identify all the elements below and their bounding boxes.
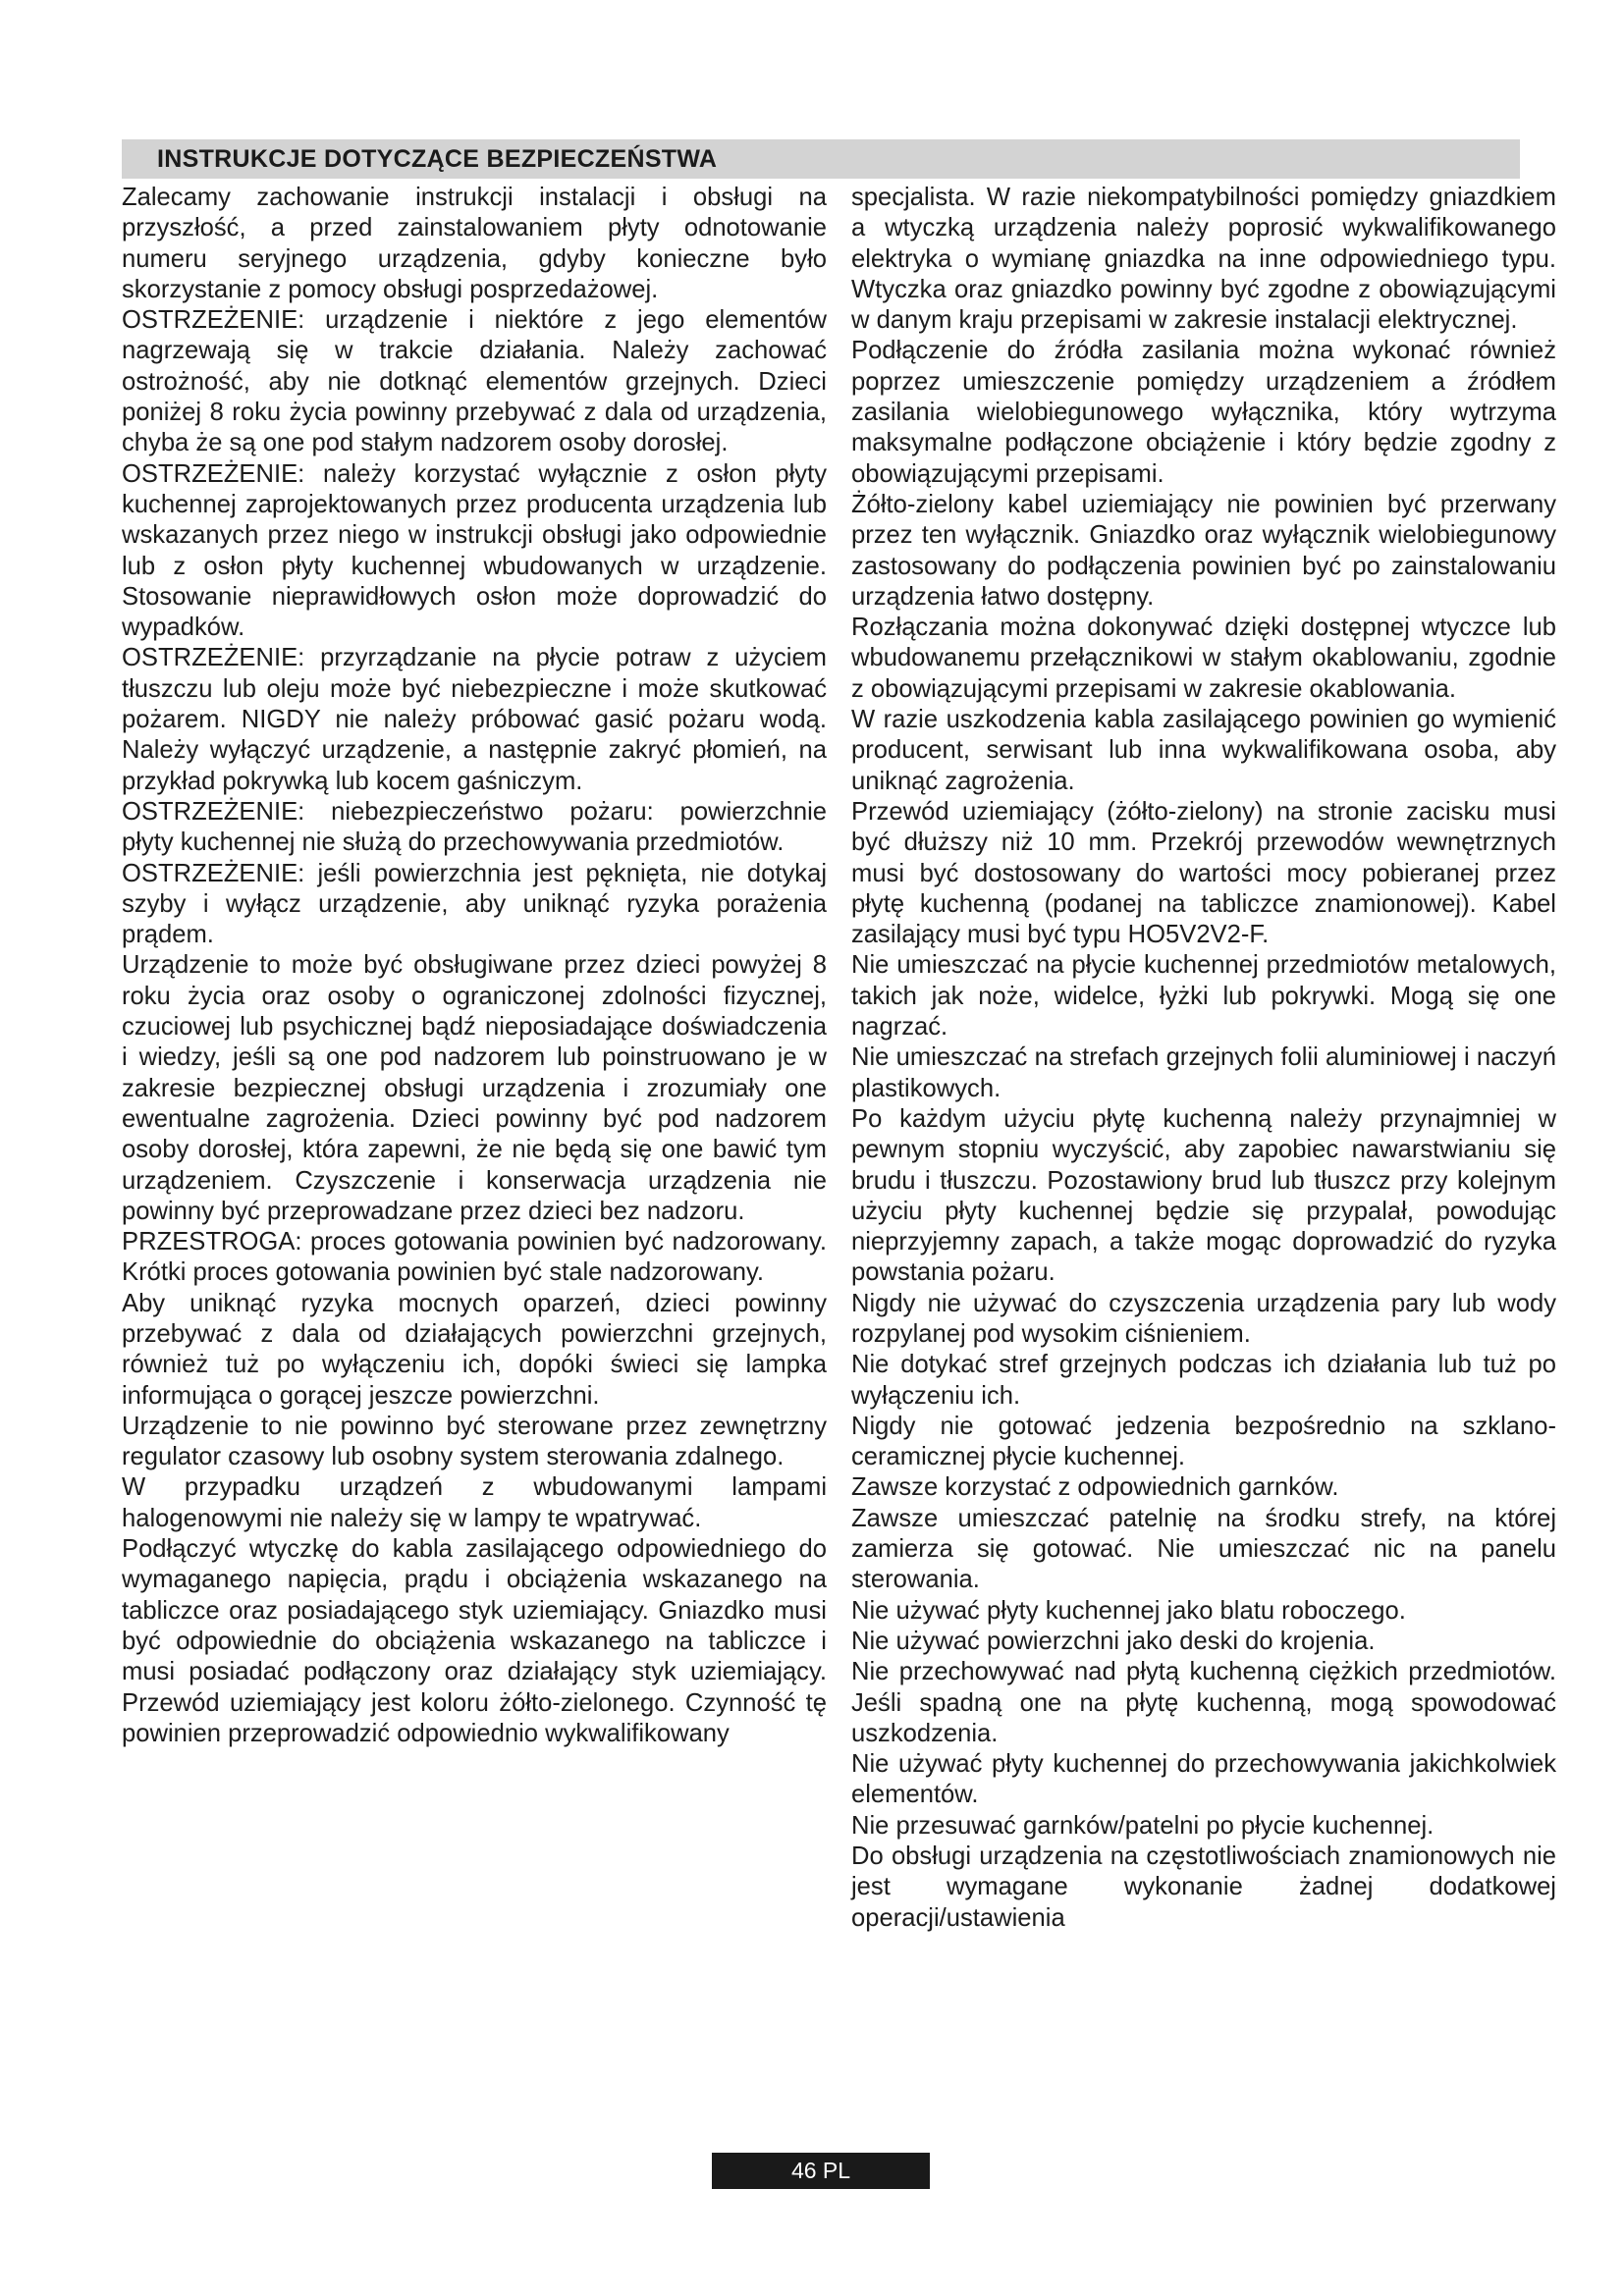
paragraph: OSTRZEŻENIE: należy korzystać wyłącznie z osłon płyty kuchennej zaprojektowanych przez producenta urządzenia lub wskazanych przez niego w instrukcji obsługi jako odpowiednie lub z osłon płyty kuchennej wbudowanych w urządzenie. Stosowanie nieprawidłowych osłon może doprowadzić do wypadków. — [122, 459, 827, 642]
left-text-column — [122, 183, 827, 1749]
paragraph: OSTRZEŻENIE: urządzenie i niektóre z jego elementów nagrzewają się w trakcie działania. Należy zachować ostrożność, aby nie dotknąć elementów grzejnych. Dzieci poniżej 8 roku życia powinny przebywać z dala od urządzenia, chyba że są one pod stałym nadzorem osoby dorosłej. — [122, 306, 827, 457]
paragraph: Urządzenie to może być obsługiwane przez dzieci powyżej 8 roku życia oraz osoby o ograniczonej zdolności fizycznej, czuciowej lub psychicznej bądź nieposiadające doświadczenia i wiedzy, jeśli są one pod nadzorem lub poinstruowano je w zakresie bezpiecznej obsługi urządzenia i zrozumiały one ewentualne zagrożenia. Dzieci powinny być pod nadzorem osoby dorosłej, która zapewni, że nie będą się one bawić tym urządzeniem. Czyszczenie i konserwacja urządzenia nie powinny być przeprowadzane przez dzieci bez nadzoru. — [122, 951, 827, 1225]
paragraph: Nie dotykać stref grzejnych podczas ich działania lub tuż po wyłączeniu ich. — [851, 1351, 1556, 1410]
paragraph: Zawsze korzystać z odpowiednich garnków. — [851, 1473, 1339, 1502]
paragraph: Nie umieszczać na płycie kuchennej przedmiotów metalowych, takich jak noże, widelce, łyżki lub pokrywki. Mogą się one nagrzać. — [851, 951, 1556, 1041]
paragraph: W razie uszkodzenia kabla zasilającego powinien go wymienić producent, serwisant lub inna wykwalifikowana osoba, aby uniknąć zagrożenia. — [851, 706, 1556, 795]
paragraph: Nie używać płyty kuchennej jako blatu roboczego. — [851, 1596, 1406, 1625]
section-header-bar — [122, 139, 1520, 179]
paragraph: Nie używać powierzchni jako deski do krojenia. — [851, 1627, 1376, 1655]
paragraph: Zalecamy zachowanie instrukcji instalacji i obsługi na przyszłość, a przed zainstalowaniem płyty odnotowanie numeru seryjnego urządzenia, gdyby konieczne było skorzystanie z pomocy obsługi posprzedażowej. — [122, 184, 827, 303]
paragraph: OSTRZEŻENIE: niebezpieczeństwo pożaru: powierzchnie płyty kuchennej nie służą do przechowywania przedmiotów. — [122, 797, 827, 857]
paragraph: W przypadku urządzeń z wbudowanymi lampami halogenowymi nie należy się w lampy te wpatrywać. — [122, 1473, 827, 1532]
paragraph: Nigdy nie gotować jedzenia bezpośrednio na szklano-ceramicznej płycie kuchennej. — [851, 1412, 1556, 1471]
paragraph: Przewód uziemiający (żółto-zielony) na stronie zacisku musi być dłuższy niż 10 mm. Przekrój przewodów wewnętrznych musi być dostosowany do wartości mocy pobieranej przez płytę kuchenną (podanej na tabliczce znamionowej). Kabel zasilający musi być typu HO5V2V2-F. — [851, 797, 1556, 949]
paragraph: Urządzenie to nie powinno być sterowane przez zewnętrzny regulator czasowy lub osobny system sterowania zdalnego. — [122, 1412, 827, 1471]
paragraph: Aby uniknąć ryzyka mocnych oparzeń, dzieci powinny przebywać z dala od działających powierzchni grzejnych, również tuż po wyłączeniu ich, dopóki świeci się lampka informująca o gorącej jeszcze powierzchni. — [122, 1289, 827, 1410]
paragraph: Do obsługi urządzenia na częstotliwościach znamionowych nie jest wymagane wykonanie żadnej dodatkowej operacji/ustawienia — [851, 1842, 1556, 1932]
right-text-column — [851, 183, 1556, 1934]
paragraph: Po każdym użyciu płytę kuchenną należy przynajmniej w pewnym stopniu wyczyścić, aby zapobiec nawarstwianiu się brudu i tłuszczu. Pozostawiony brud lub tłuszcz przy kolejnym użyciu płyty kuchennej będzie się przypalał, powodując nieprzyjemny zapach, a także mogąc doprowadzić do ryzyka powstania pożaru. — [851, 1104, 1556, 1287]
paragraph: Podłączenie do źródła zasilania można wykonać również poprzez umieszczenie pomiędzy urządzeniem a źródłem zasilania wielobiegunowego wyłącznika, który wytrzyma maksymalne podłączone obciążenie i który będzie zgodny z obowiązującymi przepisami. — [851, 337, 1556, 488]
page-number-badge — [712, 2153, 930, 2189]
paragraph: Nie przechowywać nad płytą kuchenną ciężkich przedmiotów. Jeśli spadną one na płytę kuchenną, mogą spowodować uszkodzenia. — [851, 1658, 1556, 1747]
paragraph: Zawsze umieszczać patelnię na środku strefy, na której zamierza się gotować. Nie umieszczać nic na panelu sterowania. — [851, 1504, 1556, 1594]
paragraph: Nie przesuwać garnków/patelni po płycie kuchennej. — [851, 1811, 1435, 1840]
paragraph: Rozłączania można dokonywać dzięki dostępnej wtyczce lub wbudowanemu przełącznikowi w stałym okablowaniu, zgodnie z obowiązującymi przepisami w zakresie okablowania. — [851, 614, 1556, 703]
paragraph: specjalista. W razie niekompatybilności pomiędzy gniazdkiem a wtyczką urządzenia należy poprosić wykwalifikowanego elektryka o wymianę gniazdka na inne odpowiedniego typu. Wtyczka oraz gniazdko powinny być zgodne z obowiązującymi w danym kraju przepisami w zakresie instalacji elektrycznej. — [851, 184, 1556, 335]
paragraph: Nie umieszczać na strefach grzejnych folii aluminiowej i naczyń plastikowych. — [851, 1043, 1556, 1102]
paragraph: OSTRZEŻENIE: przyrządzanie na płycie potraw z użyciem tłuszczu lub oleju może być niebezpieczne i może skutkować pożarem. NIGDY nie należy próbować gasić pożaru wodą. Należy wyłączyć urządzenie, a następnie zakryć płomień, na przykład pokrywką lub kocem gaśniczym. — [122, 644, 827, 795]
paragraph: Podłączyć wtyczkę do kabla zasilającego odpowiedniego do wymaganego napięcia, prądu i obciążenia wskazanego na tabliczce oraz posiadającego styk uziemiający. Gniazdko musi być odpowiednie do obciążenia wskazanego na tabliczce i musi posiadać podłączony oraz działający styk uziemiający. Przewód uziemiający jest koloru żółto-zielonego. Czynność tę powinien przeprowadzić odpowiednio wykwalifikowany — [122, 1535, 827, 1747]
paragraph: Nigdy nie używać do czyszczenia urządzenia pary lub wody rozpylanej pod wysokim ciśnieniem. — [851, 1289, 1556, 1348]
paragraph: OSTRZEŻENIE: jeśli powierzchnia jest pęknięta, nie dotykaj szyby i wyłącz urządzenie, aby uniknąć ryzyka porażenia prądem. — [122, 859, 827, 949]
page-number: 46 PL — [790, 2158, 851, 2183]
paragraph: Żółto-zielony kabel uziemiający nie powinien być przerwany przez ten wyłącznik. Gniazdko oraz wyłącznik wielobiegunowy zastosowany do podłączenia powinien być po zainstalowaniu urządzenia łatwo dostępny. — [851, 490, 1556, 611]
paragraph: PRZESTROGA: proces gotowania powinien być nadzorowany. Krótki proces gotowania powinien być stale nadzorowany. — [122, 1228, 827, 1287]
section-title: INSTRUKCJE DOTYCZĄCE BEZPIECZEŃSTWA — [157, 145, 718, 173]
paragraph: Nie używać płyty kuchennej do przechowywania jakichkolwiek elementów. — [851, 1750, 1556, 1809]
